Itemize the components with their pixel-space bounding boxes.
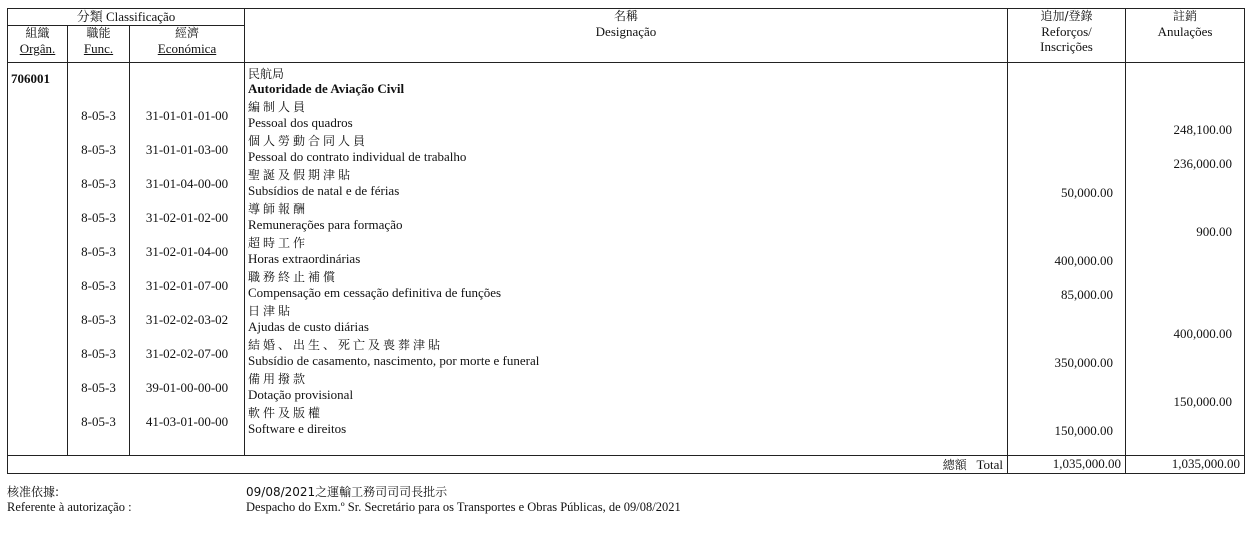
- org-code: 706001: [11, 71, 50, 86]
- func-code: 8-05-3: [81, 108, 116, 123]
- func-code: 8-05-3: [81, 210, 116, 225]
- func-row: [68, 267, 129, 301]
- econ-row: [130, 403, 244, 437]
- item-name-zh: 導師報酬: [248, 202, 309, 216]
- func-code: 8-05-3: [81, 346, 116, 361]
- econ-column: [130, 63, 245, 456]
- func-row: [68, 233, 129, 267]
- reinforcement-row: [1008, 165, 1125, 199]
- designation-zh: 名稱: [613, 9, 638, 23]
- econ-code: 41-03-01-00-00: [145, 414, 229, 429]
- org-zh: 組織: [25, 26, 50, 40]
- designation-row: [245, 234, 1007, 268]
- item-name-pt: Subsídio de casamento, nascimento, por morte e funeral: [248, 353, 540, 368]
- reinforcement-amount: 150,000.00: [1054, 423, 1113, 438]
- designation-row: [245, 200, 1007, 234]
- econ-row: [130, 97, 244, 131]
- designation-row: [245, 166, 1007, 200]
- func-row: [68, 335, 129, 369]
- designation-row: [245, 302, 1007, 336]
- annulment-amount: 248,100.00: [1173, 122, 1232, 137]
- func-row: [68, 301, 129, 335]
- func-row: [68, 165, 129, 199]
- reinforcements-pt2: Inscrições: [1040, 39, 1093, 54]
- designation-pt: Designação: [595, 24, 657, 39]
- designation-row: [245, 268, 1007, 302]
- econ-code: 39-01-00-00-00: [145, 380, 229, 395]
- reinforcements-header: [1008, 9, 1126, 63]
- reinforcement-row: [1008, 369, 1125, 403]
- annulment-row: [1126, 199, 1244, 239]
- total-reinforcements: 1,035,000.00: [1008, 456, 1126, 474]
- total-row: [8, 456, 1245, 474]
- annulment-row: [1126, 97, 1244, 137]
- func-code: 8-05-3: [81, 312, 116, 327]
- reinforcements-list: [1008, 97, 1125, 437]
- func-row: [68, 97, 129, 131]
- reinforcement-amount: 350,000.00: [1054, 355, 1113, 370]
- item-name-pt: Pessoal do contrato individual de trabalho: [248, 149, 467, 164]
- func-row: [68, 369, 129, 403]
- econ-code: 31-02-02-07-00: [145, 346, 229, 361]
- budget-sheet: [7, 8, 1244, 474]
- item-name-zh: 備用撥款: [248, 372, 309, 386]
- item-name-zh: 職務終止補償: [248, 270, 339, 284]
- total-label-pt: Total: [976, 457, 1003, 472]
- econ-list: [130, 97, 244, 437]
- basis-zh-value: 09/08/2021之運輸工務司司司長批示: [246, 485, 448, 499]
- econ-row: [130, 301, 244, 335]
- reinforcements-column: [1008, 63, 1126, 456]
- econ-row: [130, 233, 244, 267]
- func-zh: 職能: [86, 26, 111, 40]
- annulment-amount: 900.00: [1196, 224, 1232, 239]
- econ-code: 31-01-04-00-00: [145, 176, 229, 191]
- total-annulments: 1,035,000.00: [1126, 456, 1245, 474]
- reinforcement-amount: 400,000.00: [1054, 253, 1113, 268]
- annulment-row: [1126, 131, 1244, 171]
- org-pt: Orgân.: [19, 41, 56, 56]
- annulment-amount: 236,000.00: [1173, 156, 1232, 171]
- entity-name-zh: 民航局: [248, 67, 285, 81]
- annulments-list: [1126, 97, 1244, 437]
- reinforcements-zh: 追加/登錄: [1040, 9, 1093, 23]
- func-code: 8-05-3: [81, 380, 116, 395]
- reinforcement-row: [1008, 233, 1125, 267]
- reinforcements-pt1: Reforços/: [1041, 24, 1092, 39]
- econ-row: [130, 165, 244, 199]
- item-name-pt: Software e direitos: [248, 421, 347, 436]
- econ-code: 31-01-01-03-00: [145, 142, 229, 157]
- reinforcement-row: [1008, 335, 1125, 369]
- func-row: [68, 131, 129, 165]
- item-name-zh: 超時工作: [248, 236, 309, 250]
- org-header: [8, 26, 68, 63]
- annulment-amount: 400,000.00: [1173, 326, 1232, 341]
- annulment-row: [1126, 369, 1244, 409]
- item-name-pt: Subsídios de natal e de férias: [248, 183, 400, 198]
- econ-row: [130, 369, 244, 403]
- item-name-zh: 軟件及版權: [248, 406, 324, 420]
- func-code: 8-05-3: [81, 278, 116, 293]
- total-label: [8, 456, 1008, 474]
- item-name-zh: 個人勞動合同人員: [248, 134, 369, 148]
- econ-code: 31-02-01-07-00: [145, 278, 229, 293]
- func-code: 8-05-3: [81, 176, 116, 191]
- org-column: [8, 63, 68, 456]
- econ-pt: Económica: [157, 41, 217, 56]
- annulment-row: [1126, 403, 1244, 437]
- entity-name-pt: Autoridade de Aviação Civil: [248, 81, 405, 96]
- func-header: [68, 26, 130, 63]
- designation-column: [245, 63, 1008, 456]
- designation-row: [245, 404, 1007, 438]
- econ-row: [130, 267, 244, 301]
- econ-code: 31-02-02-03-02: [145, 312, 229, 327]
- reinforcement-amount: 50,000.00: [1061, 185, 1113, 200]
- econ-zh: 經濟: [174, 26, 199, 40]
- designation-header: [245, 9, 1008, 63]
- econ-header: [130, 26, 245, 63]
- econ-row: [130, 131, 244, 165]
- annulment-row: [1126, 267, 1244, 301]
- item-name-zh: 編制人員: [248, 100, 309, 114]
- annulments-pt: Anulações: [1157, 24, 1213, 39]
- classification-header: 分類 Classificação: [8, 9, 245, 26]
- basis-pt-label: Referente à autorização :: [7, 500, 132, 514]
- authorization-footer: [7, 483, 1244, 517]
- econ-code: 31-02-01-04-00: [145, 244, 229, 259]
- func-code: 8-05-3: [81, 244, 116, 259]
- func-pt: Func.: [83, 41, 114, 56]
- annulment-row: [1126, 301, 1244, 341]
- annulment-row: [1126, 165, 1244, 199]
- reinforcement-row: [1008, 301, 1125, 335]
- basis-zh-label: 核准依據:: [7, 485, 60, 499]
- reinforcement-row: [1008, 131, 1125, 165]
- item-name-zh: 聖誕及假期津貼: [248, 168, 354, 182]
- reinforcement-row: [1008, 199, 1125, 233]
- item-name-pt: Pessoal dos quadros: [248, 115, 353, 130]
- reinforcement-row: [1008, 267, 1125, 301]
- econ-row: [130, 335, 244, 369]
- item-name-pt: Remunerações para formação: [248, 217, 403, 232]
- econ-row: [130, 199, 244, 233]
- item-name-pt: Horas extraordinárias: [248, 251, 361, 266]
- item-name-zh: 結婚、出生、死亡及喪葬津貼: [248, 338, 444, 352]
- designation-row: [245, 132, 1007, 166]
- item-name-pt: Compensação em cessação definitiva de funções: [248, 285, 502, 300]
- designation-row: [245, 336, 1007, 370]
- func-row: [68, 403, 129, 437]
- item-name-pt: Dotação provisional: [248, 387, 354, 402]
- econ-code: 31-02-01-02-00: [145, 210, 229, 225]
- item-name-zh: 日津貼: [248, 304, 294, 318]
- annulments-zh: 註銷: [1172, 9, 1197, 23]
- reinforcement-row: [1008, 403, 1125, 437]
- annulment-row: [1126, 233, 1244, 267]
- reinforcement-amount: 85,000.00: [1061, 287, 1113, 302]
- designation-row: [245, 98, 1007, 132]
- total-label-zh: 總額: [942, 458, 967, 472]
- item-name-pt: Ajudas de custo diárias: [248, 319, 369, 334]
- annulments-header: [1126, 9, 1245, 63]
- func-code: 8-05-3: [81, 142, 116, 157]
- reinforcement-row: [1008, 97, 1125, 131]
- annulment-amount: 150,000.00: [1173, 394, 1232, 409]
- func-column: [68, 63, 130, 456]
- designation-list: [245, 98, 1007, 438]
- annulments-column: [1126, 63, 1245, 456]
- func-list: [68, 97, 129, 437]
- basis-pt-value: Despacho do Exm.º Sr. Secretário para os Transportes e Obras Públicas, de 09/08/2021: [246, 500, 681, 514]
- designation-row: [245, 370, 1007, 404]
- econ-code: 31-01-01-01-00: [145, 108, 229, 123]
- func-row: [68, 199, 129, 233]
- func-code: 8-05-3: [81, 414, 116, 429]
- annulment-row: [1126, 335, 1244, 369]
- budget-table: [7, 8, 1245, 474]
